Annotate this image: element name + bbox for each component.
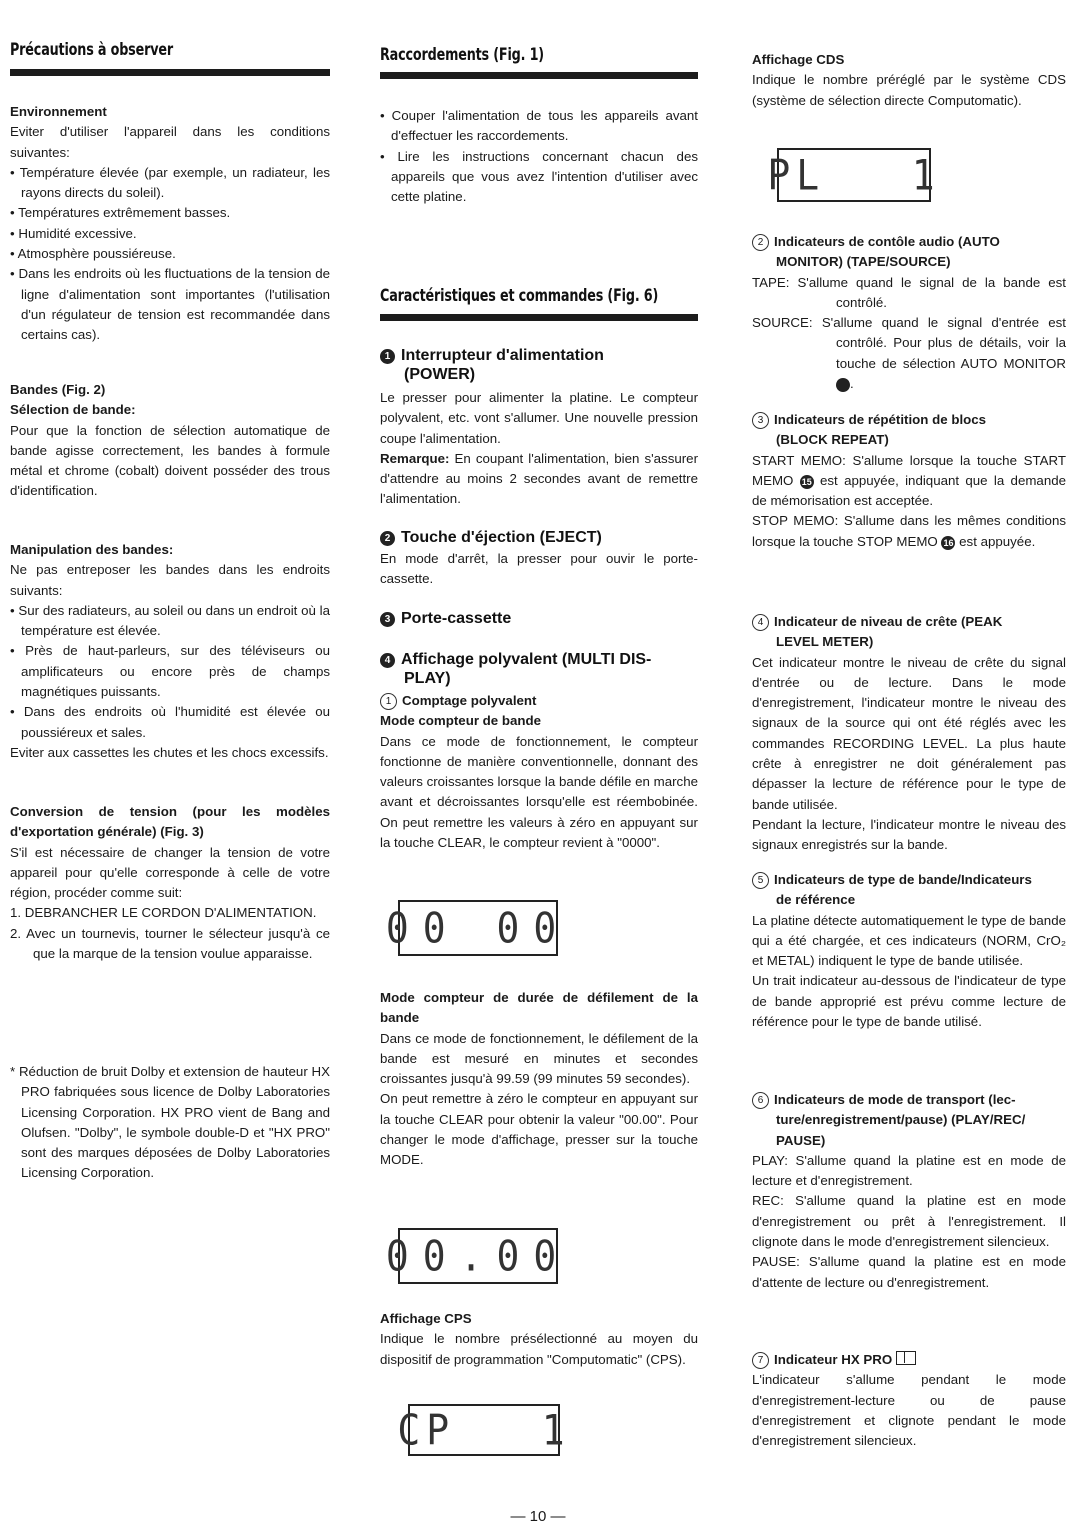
number-4-icon: 4 xyxy=(380,653,395,668)
tape-indicator-text: TAPE: S'allume quand le signal de la bande est contrôlé. xyxy=(752,274,1066,310)
list-item: 2. Avec un tournevis, tourner le sélecteur jusqu'à ce que la marque de la tension voulue apparaisse. xyxy=(10,925,330,962)
stop-memo-desc-2: est appuyée. xyxy=(955,533,1036,549)
item-title-eject xyxy=(380,528,698,547)
mode-tape-text: Dans ce mode de fonctionnement, le compteur fonctionne de manière conventionnelle, donnant des valeurs croissantes lorsque la bande défile en marche avant et décroissantes lorsqu'elle est réembobinée. On peut remettre les valeurs à zéro en appuyant sur la touche CLEAR, le compteur revient à "0000". xyxy=(380,733,698,851)
cds-heading: Affichage CDS xyxy=(752,52,845,67)
connections-block xyxy=(380,106,698,207)
tapes-subheading: Sélection de bande: xyxy=(10,402,136,418)
handling-block xyxy=(10,540,330,763)
lcd-tape-counter xyxy=(385,900,571,956)
peak-meter-text-2: Pendant la lecture, l'indicateur montre le niveau des signaux enregistrés sur la bande. xyxy=(752,816,1066,853)
number-6-circle-icon: 6 xyxy=(752,1092,769,1109)
cds-block xyxy=(752,50,1066,111)
handling-outro: Eviter aux cassettes les chutes et les chocs excessifs. xyxy=(10,744,329,760)
lcd-cds xyxy=(767,148,941,202)
indicator-title: ture/enregistrement/pause) (PLAY/REC/ xyxy=(776,1112,1026,1128)
peak-meter-block xyxy=(752,612,1066,856)
indicator-title: PAUSE) xyxy=(776,1132,826,1148)
indicator-title: LEVEL METER) xyxy=(776,634,874,650)
handling-heading: Manipulation des bandes: xyxy=(10,542,174,557)
section-title-connections: Raccordements (Fig. 1) xyxy=(380,45,544,64)
lcd-cps xyxy=(397,1404,571,1456)
start-memo-desc-2: est appuyée, indiquant que la demande de mémorisation est acceptée. xyxy=(752,472,1066,509)
indicator-title: MONITOR) (TAPE/SOURCE) xyxy=(776,254,951,270)
play-text: PLAY: S'allume quand la platine est en mode de lecture et d'enregistrement. xyxy=(752,1152,1066,1189)
item-title-cassette-holder xyxy=(380,609,698,628)
hx-pro-block xyxy=(752,1350,1066,1451)
footnote-text: * Réduction de bruit Dolby et extension de hauteur HX PRO fabriquées sous licence de Dolby Laboratories Licensing Corporation. HX PRO vient de Bang and Olufsen. "Dolby", le symbole double-D et "HX PRO" sont des marques déposées de Dolby Laboratories Licensing Corporation. xyxy=(10,1064,330,1181)
item-title-text: Affichage polyvalent (MULTI DIS- xyxy=(401,651,652,668)
item-title-multi-display xyxy=(380,650,698,688)
number-3-circle-icon: 3 xyxy=(752,412,769,429)
list-item: • Dans les endroits où les fluctuations de la tension de ligne d'alimentation sont importantes (l'utilisation d'un régulateur de tension est recommandée dans certains cas). xyxy=(10,266,330,343)
number-7-circle-icon: 7 xyxy=(752,1352,769,1369)
voltage-heading: Conversion de tension (pour les modèles d'exportation générale) (Fig. 3) xyxy=(10,804,330,840)
item-title-text: (POWER) xyxy=(404,366,476,383)
start-memo-text xyxy=(752,451,1066,512)
section-title-precautions: Précautions à observer xyxy=(10,40,173,59)
item-title-power xyxy=(380,346,698,384)
list-item: • Lire les instructions concernant chacun des appareils que vous avez l'intention d'utiliser avec cette platine. xyxy=(380,148,698,205)
double-d-icon xyxy=(896,1351,916,1365)
number-1-icon: 1 xyxy=(380,349,395,364)
voltage-block xyxy=(10,802,330,964)
list-item: • Humidité excessive. xyxy=(10,225,137,241)
time-counter-block xyxy=(380,988,698,1171)
tape-type-block xyxy=(752,870,1066,1032)
number-5-icon: 5 xyxy=(836,378,850,392)
lcd-readout: CP 1 xyxy=(397,1405,571,1455)
stop-memo-desc: STOP MEMO: S'allume dans les mêmes conditions lorsque la touche STOP MEMO xyxy=(752,513,1066,549)
item-title-text: Interrupteur d'alimentation xyxy=(401,347,604,364)
list-item: • Atmosphère poussiéreuse. xyxy=(10,246,176,262)
power-text-block xyxy=(380,388,698,510)
section-title-features: Caractéristiques et commandes (Fig. 6) xyxy=(380,286,659,305)
list-item: 1. DEBRANCHER LE CORDON D'ALIMENTATION. xyxy=(10,905,317,921)
page-number: — 10 — xyxy=(510,1508,566,1525)
tapes-text: Pour que la fonction de sélection automatique de bande agisse correctement, les bandes à formule métal et chrome (cobalt) doivent posséder des trous d'identification. xyxy=(10,422,330,499)
indicator-title: de référence xyxy=(776,892,856,908)
environment-intro: Eviter d'utiliser l'appareil dans les conditions suivantes: xyxy=(10,124,330,160)
voltage-intro: S'il est nécessaire de changer la tension de votre appareil pour qu'elle corresponde à celle de votre région, procéder comme suit: xyxy=(10,844,330,901)
source-indicator-desc: SOURCE: S'allume quand le signal d'entrée est contrôlé. Pour plus de détails, voir la touche de sélection AUTO MONITOR xyxy=(752,315,1066,371)
eject-text: En mode d'arrêt, la presser pour ouvir le porte-cassette. xyxy=(380,551,698,587)
indicator-title: (BLOCK REPEAT) xyxy=(776,432,889,448)
pause-text: PAUSE: S'allume quand la platine est en mode d'attente de lecture ou d'enregistrement. xyxy=(752,1254,1066,1290)
list-item: • Températures extrêmement basses. xyxy=(10,205,231,221)
indicator-title: Indicateurs de mode de transport (lec- xyxy=(774,1092,1016,1107)
environment-heading: Environnement xyxy=(10,104,107,119)
block-repeat-block xyxy=(752,410,1066,552)
environment-block xyxy=(10,102,330,346)
stop-memo-text xyxy=(752,511,1066,552)
subsection-title: Comptage polyvalent xyxy=(402,693,537,708)
lcd-readout: 00 00 xyxy=(385,903,571,953)
handling-intro: Ne pas entreposer les bandes dans les endroits suivants: xyxy=(10,562,330,598)
transport-mode-block xyxy=(752,1090,1066,1293)
indicator-title: Indicateurs de répétition de blocs xyxy=(774,412,987,427)
tape-type-text-2: Un trait indicateur au-dessous de l'indicateur de type de bande approprié est prévu comme lecture de référence pour le type de bande utilisé. xyxy=(752,973,1066,1030)
mode-time-heading: Mode compteur de durée de défilement de la bande xyxy=(380,990,698,1026)
indicator-title: Indicateur de niveau de crête (PEAK xyxy=(774,614,1003,629)
cps-heading: Affichage CPS xyxy=(380,1311,472,1326)
audio-monitor-block xyxy=(752,232,1066,394)
indicator-title: Indicateurs de contôle audio (AUTO xyxy=(774,234,1000,249)
mode-time-text: Dans ce mode de fonctionnement, le défilement de la bande est mesuré en minutes et secondes croissantes jusqu'à 99.59 (99 minutes 59 secondes). xyxy=(380,1030,698,1087)
cps-block xyxy=(380,1309,698,1370)
section-rule xyxy=(380,314,698,321)
tapes-heading: Bandes (Fig. 2) xyxy=(10,382,106,397)
eject-text-block xyxy=(380,549,698,590)
item-title-text: Touche d'éjection (EJECT) xyxy=(401,529,602,546)
tape-type-text: La platine détecte automatiquement le type de bande qui a été chargée, et ces indicateurs (NORM, CrO₂ et METAL) indiquent le type de bande utilisée. xyxy=(752,912,1066,969)
section-rule xyxy=(380,72,698,79)
number-2-icon: 2 xyxy=(380,531,395,546)
number-15-icon: 15 xyxy=(801,476,812,487)
hx-pro-text: L'indicateur s'allume pendant le mode d'enregistrement-lecture ou de pause d'enregistrement et clignote pendant le mode d'enregistrement silencieux. xyxy=(752,1372,1066,1449)
list-item: • Dans des endroits où l'humidité est élevée ou poussiéreux et sales. xyxy=(10,704,330,740)
remark-text: En coupant l'alimentation, bien s'assurer d'attendre au moins 2 secondes avant de remettre l'alimentation. xyxy=(380,450,698,507)
section-rule xyxy=(10,69,330,76)
lcd-time-counter xyxy=(385,1228,571,1284)
indicator-title: Indicateurs de type de bande/Indicateurs xyxy=(774,872,1032,887)
cds-text: Indique le nombre préréglé par le système CDS (système de sélection directe Computomatic). xyxy=(752,72,1066,108)
item-title-text: PLAY) xyxy=(404,670,451,687)
rec-text: REC: S'allume quand la platine est en mode d'enregistrement ou prêt à l'enregistrement. Il clignote dans le mode d'enregistrement silencieux. xyxy=(752,1193,1066,1250)
number-5-circle-icon: 5 xyxy=(752,872,769,889)
list-item: • Température élevée (par exemple, un radiateur, les rayons directs du soleil). xyxy=(10,164,330,201)
indicator-title: Indicateur HX PRO xyxy=(774,1352,893,1367)
number-2-circle-icon: 2 xyxy=(752,234,769,251)
list-item: • Près de haut-parleurs, sur des téléviseurs ou amplificateurs ou encore près de champs magnétiques puissants. xyxy=(10,643,330,700)
item-title-text: Porte-cassette xyxy=(401,610,512,627)
number-1-circle-icon: 1 xyxy=(380,693,397,710)
number-3-icon: 3 xyxy=(380,612,395,627)
power-text: Le presser pour alimenter la platine. Le compteur polyvalent, etc. vont s'allumer. Une nouvelle pression coupe l'alimentation. xyxy=(380,390,698,446)
cps-text: Indique le nombre présélectionné au moyen du dispositif de programmation "Computomatic" (CPS). xyxy=(380,1331,698,1367)
footnote-dolby xyxy=(10,1062,330,1184)
tapes-block xyxy=(10,380,330,502)
peak-meter-text: Cet indicateur montre le niveau de crête du signal d'entrée ou de lecture. Dans le mode d'enregistrement, l'indicateur montre le niveau des signaux de la source qui ont été réglés avec les commandes RECORDING LEVEL. La plus haute crête à enregistrer ne doit généralement pas dépasser la lecture de référence pour le type de bande utilisée. xyxy=(752,654,1066,812)
remark-label: Remarque: xyxy=(380,450,450,466)
lcd-readout: PL 1 xyxy=(767,150,941,200)
list-item: • Sur des radiateurs, au soleil ou dans un endroit où la température est élevée. xyxy=(10,602,330,639)
lcd-readout: 00.00 xyxy=(385,1231,571,1281)
mode-time-text-2: On peut remettre à zéro le compteur en appuyant sur la touche CLEAR pour obtenir la valeur "00.00". Pour changer le mode d'affichage, presser sur la touche MODE. xyxy=(380,1091,698,1168)
power-remark xyxy=(380,449,698,510)
mode-tape-heading: Mode compteur de bande xyxy=(380,713,542,729)
number-16-icon: 16 xyxy=(943,537,954,548)
number-4-circle-icon: 4 xyxy=(752,614,769,631)
source-indicator-text: SOURCE: S'allume quand le signal d'entrée est contrôlé. Pour plus de détails, voir la touche de sélection AUTO MONITOR 5 . xyxy=(752,315,1066,392)
start-memo-desc: START MEMO: S'allume lorsque la touche START MEMO xyxy=(752,452,1066,488)
tape-counter-block xyxy=(380,691,698,853)
list-item: • Couper l'alimentation de tous les appareils avant d'effectuer les raccordements. xyxy=(380,108,698,144)
